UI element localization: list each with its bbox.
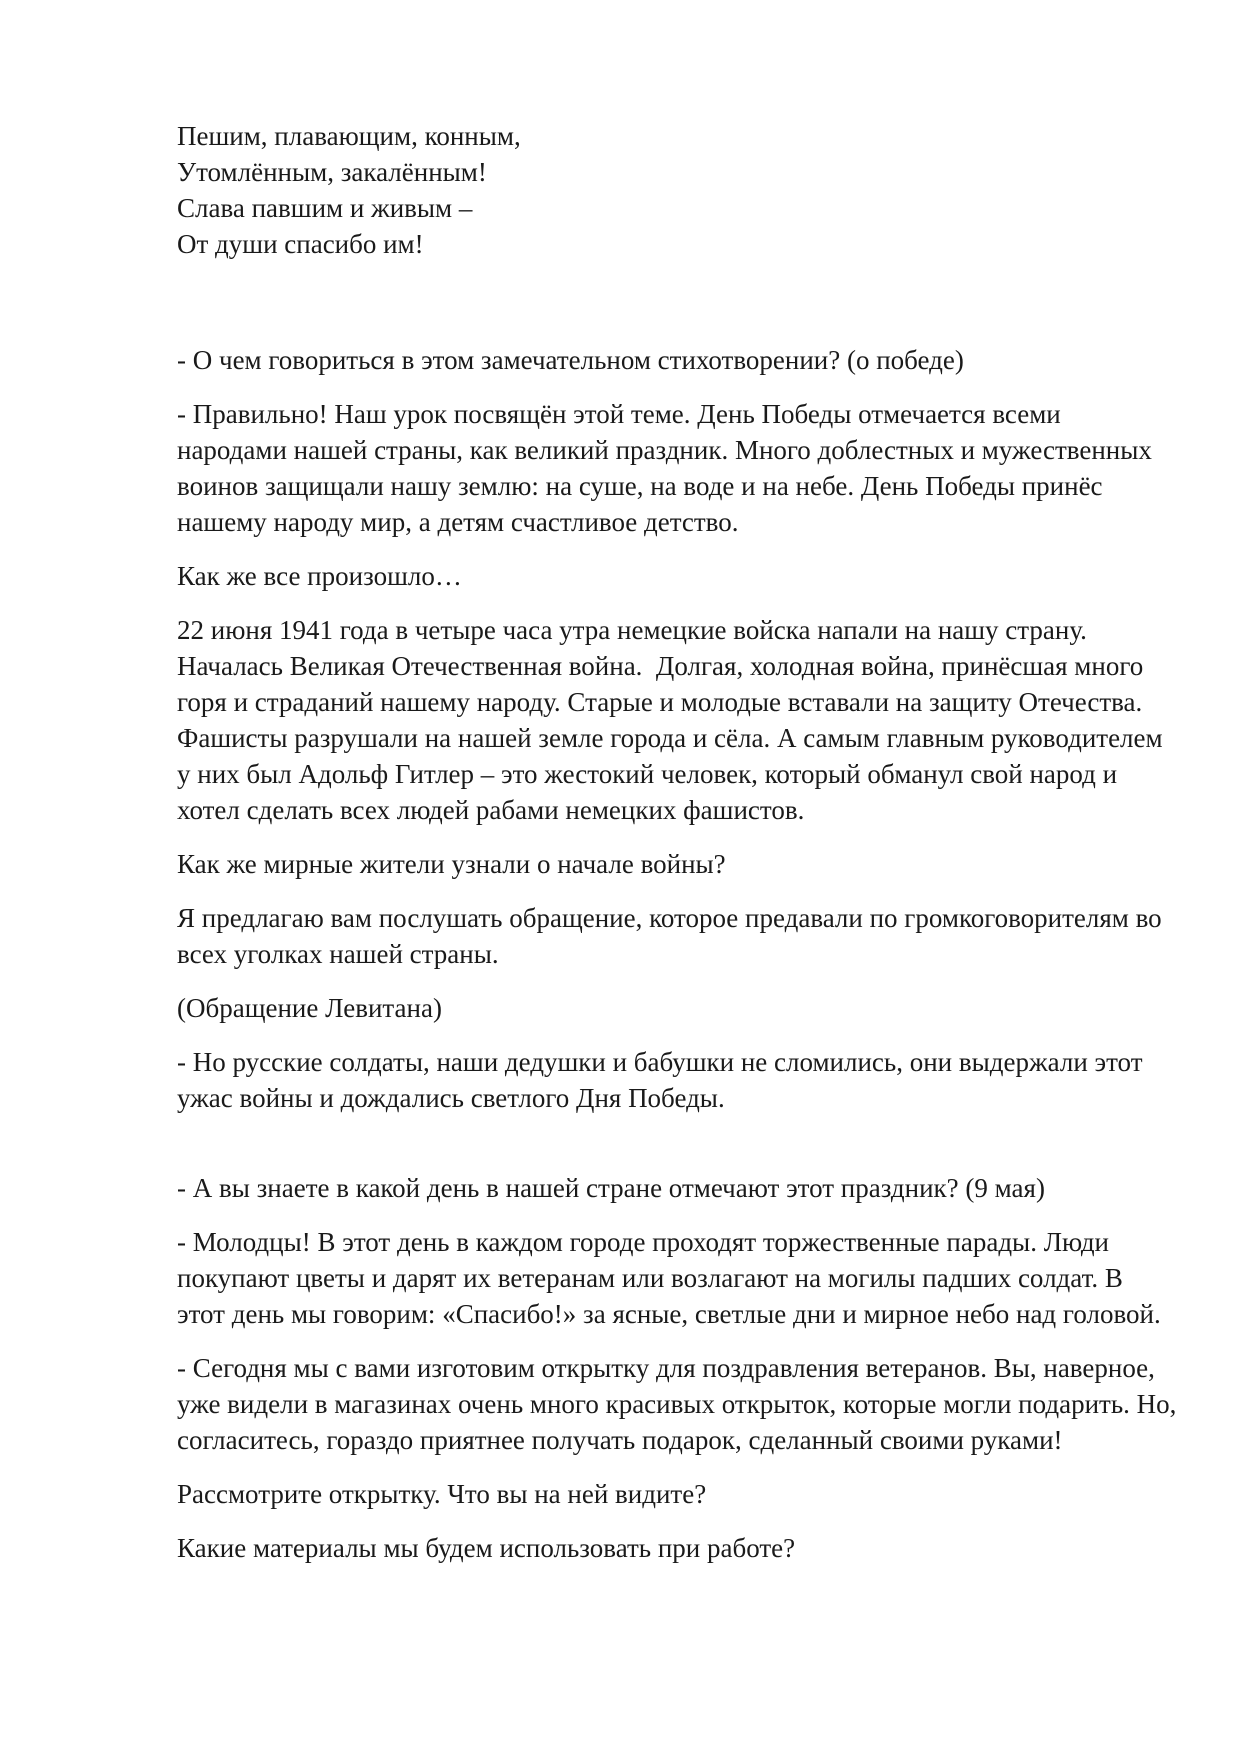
poem-line: Слава павшим и живым – [177,193,473,223]
question-paragraph: Какие материалы мы будем использовать при работе? [177,1533,796,1563]
war-history-paragraph: 22 июня 1941 года в четыре часа утра немецкие войска напали на нашу страну. Началась Великая Отечественная война. Долгая, холодная война, принёсшая много горя и страданий нашему народу. Старые и молодые вставали на защиту Отечества. Фашисты разрушали на нашей земле города и сёла. А самым главным руководителем у них был Адольф Гитлер – это жестокий человек, который обманул свой народ и хотел сделать всех людей рабами немецких фашистов. [177,615,1170,825]
poem-line: Пешим, плавающим, конным, [177,121,521,151]
question-paragraph: Рассмотрите открытку. Что вы на ней видите? [177,1479,707,1509]
postcard-task-paragraph: - Сегодня мы с вами изготовим открытку для поздравления ветеранов. Вы, наверное, уже видели в магазинах очень много красивых открыток, которые могли подарить. Но, согласитесь, гораздо приятнее получать подарок, сделанный своими руками! [177,1353,1184,1455]
transition-paragraph: Как же все произошло… [177,561,462,591]
document-body [177,118,1184,1584]
question-paragraph: - О чем говориться в этом замечательном стихотворении? (о победе) [177,345,964,375]
victory-paragraph: - Но русские солдаты, наши дедушки и бабушки не сломились, они выдержали этот ужас войны и дождались светлого Дня Победы. [177,1047,1150,1113]
listening-paragraph: Я предлагаю вам послушать обращение, которое предавали по громкоговорителям во всех уголках нашей страны. [177,903,1169,969]
question-paragraph: Как же мирные жители узнали о начале войны? [177,849,726,879]
poem-line: Утомлённым, закалённым! [177,157,487,187]
stage-note: (Обращение Левитана) [177,993,442,1023]
poem-stanza [177,118,1177,262]
celebration-paragraph: - Молодцы! В этот день в каждом городе проходят торжественные парады. Люди покупают цветы и дарят их ветеранам или возлагают на могилы падших солдат. В этот день мы говорим: «Спасибо!» за ясные, светлые дни и мирное небо над головой. [177,1227,1161,1329]
question-paragraph: - А вы знаете в какой день в нашей стране отмечают этот праздник? (9 мая) [177,1173,1045,1203]
poem-line: От души спасибо им! [177,229,424,259]
lesson-intro-paragraph: - Правильно! Наш урок посвящён этой теме. День Победы отмечается всеми народами нашей страны, как великий праздник. Много доблестных и мужественных воинов защищали нашу землю: на суше, на воде и на небе. День Победы принёс нашему народу мир, а детям счастливое детство. [177,399,1159,537]
